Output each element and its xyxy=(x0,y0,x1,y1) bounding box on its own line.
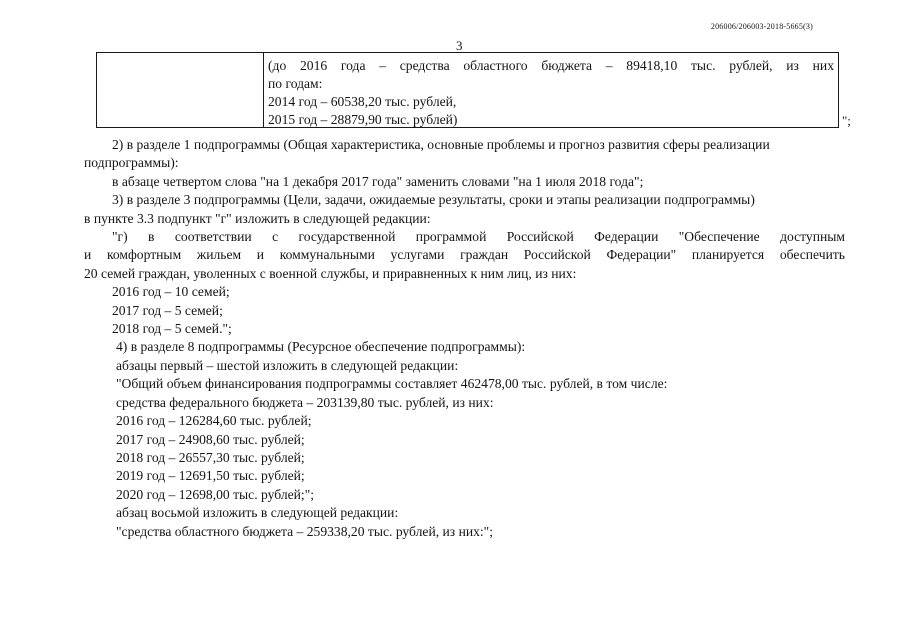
paragraph-line: абзацы первый – шестой изложить в следующей редакции: xyxy=(116,357,459,373)
paragraph-line: "г) в соответствии с государственной программой Российской Федерации "Обеспечение доступным xyxy=(112,229,845,245)
paragraph-line: 2016 год – 10 семей; xyxy=(112,284,230,300)
paragraph-line: 2018 год – 26557,30 тыс. рублей; xyxy=(116,449,305,465)
paragraph-line: и комфортным жильем и коммунальными услугами граждан Российской Федерации" планируется обеспечить xyxy=(84,247,845,263)
paragraph-line: 2017 год – 24908,60 тыс. рублей; xyxy=(116,431,305,447)
paragraph-line: средства федерального бюджета – 203139,80 тыс. рублей, из них: xyxy=(116,394,494,410)
table-line: 2014 год – 60538,20 тыс. рублей, xyxy=(268,94,457,109)
paragraph-line: абзац восьмой изложить в следующей редакции: xyxy=(116,505,399,521)
paragraph-line: 2020 год – 12698,00 тыс. рублей;"; xyxy=(116,486,315,502)
funding-table xyxy=(96,52,839,128)
paragraph-line: 2016 год – 126284,60 тыс. рублей; xyxy=(116,413,312,429)
paragraph-line: в абзаце четвертом слова "на 1 декабря 2017 года" заменить словами "на 1 июля 2018 года"; xyxy=(112,173,644,189)
paragraph-line: "Общий объем финансирования подпрограммы составляет 462478,00 тыс. рублей, в том числе: xyxy=(116,376,668,392)
paragraph-line: 2018 год – 5 семей."; xyxy=(112,321,232,337)
document-body xyxy=(84,136,845,541)
paragraph-line: 4) в разделе 8 подпрограммы (Ресурсное обеспечение подпрограммы): xyxy=(116,339,526,355)
table-closing-quote: "; xyxy=(842,113,851,128)
table-cell-funding xyxy=(264,53,838,127)
table-line: (до 2016 года – средства областного бюджета – 89418,10 тыс. рублей, из них xyxy=(268,58,834,73)
paragraph-line: в пункте 3.3 подпункт "г" изложить в следующей редакции: xyxy=(84,210,431,226)
table-line: 2015 год – 28879,90 тыс. рублей) xyxy=(268,112,458,127)
paragraph-line: "средства областного бюджета – 259338,20 тыс. рублей, из них:"; xyxy=(116,523,494,539)
document-code: 206006/206003-2018-5665(3) xyxy=(710,22,813,31)
paragraph-line: подпрограммы): xyxy=(84,155,179,171)
paragraph-line: 20 семей граждан, уволенных с военной службы, и приравненных к ним лиц, из них: xyxy=(84,265,577,281)
paragraph-line: 2) в разделе 1 подпрограммы (Общая характеристика, основные проблемы и прогноз развития сферы реализации xyxy=(112,137,770,152)
paragraph-line: 3) в разделе 3 подпрограммы (Цели, задачи, ожидаемые результаты, сроки и этапы реализации подпрограммы) xyxy=(112,192,755,208)
table-line: по годам: xyxy=(268,76,323,91)
page-number: 3 xyxy=(456,38,463,53)
table-cell-empty xyxy=(97,53,264,127)
paragraph-line: 2019 год – 12691,50 тыс. рублей; xyxy=(116,468,305,484)
paragraph-line: 2017 год – 5 семей; xyxy=(112,302,223,318)
